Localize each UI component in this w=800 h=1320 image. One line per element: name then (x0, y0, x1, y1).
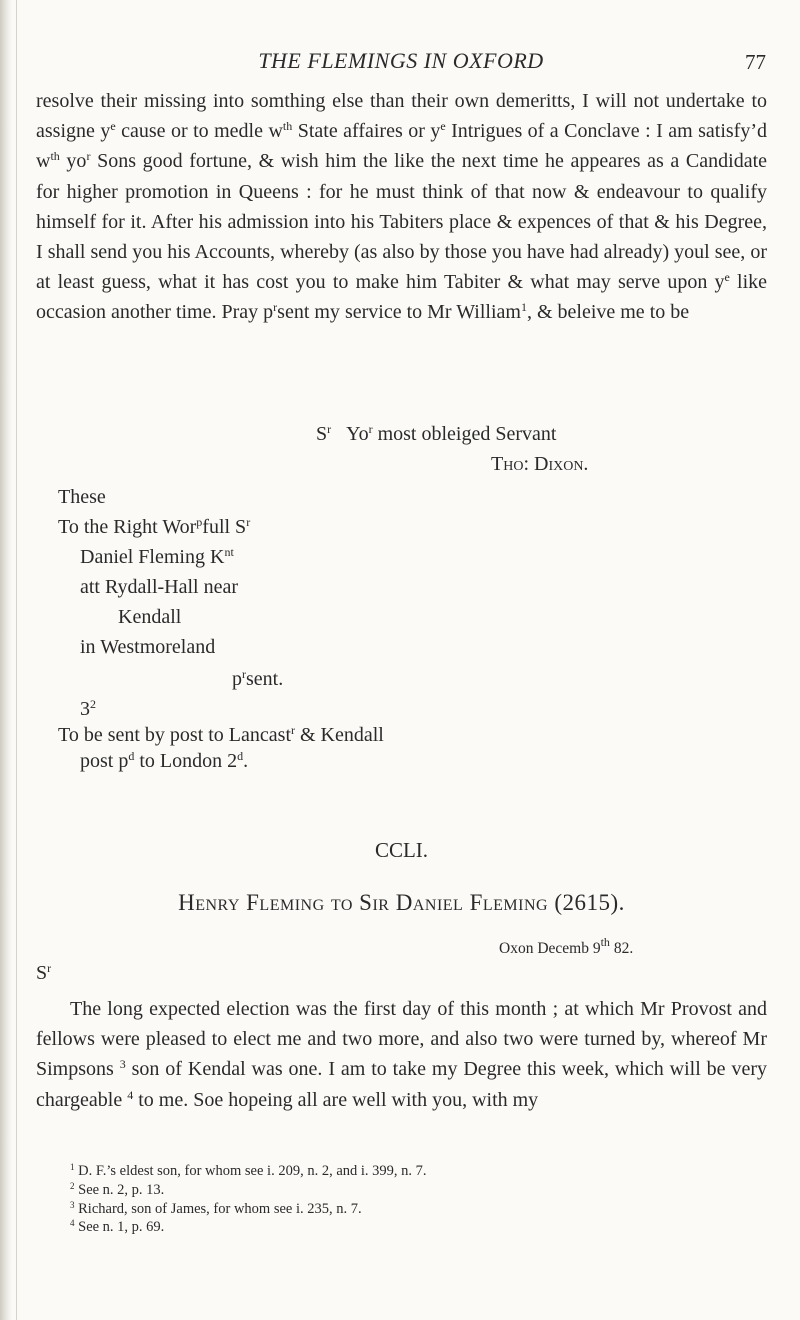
address-line: in Westmoreland (80, 636, 216, 658)
running-header (36, 48, 766, 78)
letter2-line: The long expected election was the first day of this month ; at (70, 998, 579, 1020)
letter1-line: I will not undertake to assigne $y^e$ cause or to medle $w^{th}$ State affaires (36, 90, 768, 143)
address-line: To the Right Wor$^p$full $S^r$ (58, 515, 251, 538)
address-these: These (58, 486, 106, 508)
letter1-line: fortune, & wish him the like the next time he appeares as a Candidate (189, 150, 768, 173)
letter2-salutation: $S^r$ (36, 961, 52, 984)
letter1-line: or $y^e$ Intrigues of a Conclave : I am satisfy’d $w^{th}$ $yo^r$ Sons good (36, 119, 768, 173)
postal-note: To be sent by post to Lancast$^r$ & Kendall (58, 723, 384, 746)
letter1-line: Tabiters place & expences of that & his Degree, I shall send you his (36, 210, 767, 264)
letter1-line: Accounts, whereby (as also by those you have had already) youl see, (194, 241, 746, 264)
letter1-body (36, 86, 767, 328)
footnote: $^1$ D. F.’s eldest son, for whom see i. 209, n. 2, and i. 399, n. 7. (70, 1162, 427, 1179)
letter1-line: endeavour to qualify himself for it. After his admission into his (36, 180, 768, 233)
letter1-line: for higher promotion in Queens : for he must think of that now & (36, 180, 590, 203)
letter1-line: service to Mr William$^1$, & beleive me to be (344, 300, 690, 324)
letter1-line: resolve their missing into somthing else than their own demeritts, (36, 90, 576, 112)
running-title: THE FLEMINGS IN OXFORD (258, 48, 544, 73)
book-gutter-shadow (0, 0, 12, 1320)
letter2-dateline: Oxon Decemb 9th 82. (499, 935, 634, 957)
letter1-line: or at least guess, what it has cost you to make him Tabiter & what (36, 241, 767, 294)
letter2-line: which Mr Provost and fellows were pleased to elect me and two more, (36, 998, 767, 1051)
postal-note: post $p^d$ to London 2$^d$. (80, 749, 249, 772)
footnote: $^4$ See n. 1, p. 69. (70, 1218, 165, 1236)
footnote: $^3$ Richard, son of James, for whom see i. 235, n. 7. (70, 1199, 362, 1217)
footnote: $^2$ See n. 2, p. 13. (70, 1180, 165, 1198)
letter2-line: was one. I am to take my Degree this week, which will be very (251, 1058, 767, 1081)
page-number: 77 (745, 50, 766, 74)
letter1-signature: Tho: Dixon. (491, 453, 589, 475)
letter2-line: chargeable $^4$ to me. Soe hopeing all are well with you, with my (36, 1087, 539, 1111)
postage-mark: $3^2$ (80, 697, 96, 720)
letter1-line: may serve upon $y^e$ like occasion another time. Pray $p^rsent$ my (36, 270, 767, 324)
letter2-line: and also two were turned by, whereof Mr Simpsons $^3$ son of Kendal (36, 1028, 767, 1081)
address-line: Daniel Fleming $K^{nt}$ (80, 545, 234, 568)
gutter-line (16, 0, 17, 1320)
address-line: Kendall (118, 606, 182, 628)
letter2-body (36, 994, 767, 1115)
footnotes (70, 1162, 427, 1237)
address-present: $p^rsent$. (232, 667, 284, 690)
letter1-closing: $S^r$ Yo$^r$ most obleiged Servant (316, 422, 557, 445)
letter2-heading: Henry Fleming to Sir Daniel Fleming (2615). (178, 890, 625, 915)
letter-number: CCLI. (374, 838, 429, 862)
address-line: att Rydall-Hall near (80, 576, 239, 598)
